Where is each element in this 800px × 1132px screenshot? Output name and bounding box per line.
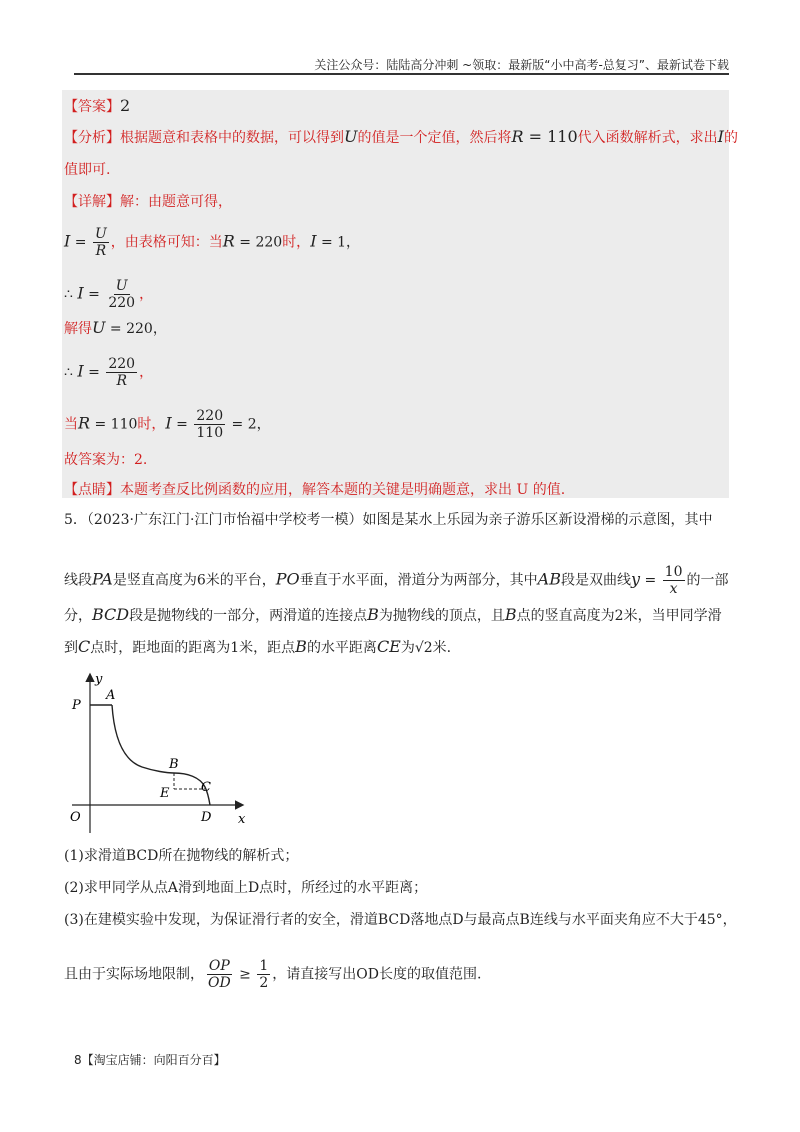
label-e: E <box>160 786 170 801</box>
fraction-op-over-od <box>206 958 233 991</box>
eq: = <box>83 286 105 303</box>
when-text: 时， <box>282 234 311 251</box>
var-c: C <box>78 637 91 656</box>
comma: ， <box>139 286 154 303</box>
question-source-line <box>64 510 712 530</box>
formula-line-4 <box>64 408 271 441</box>
comma: ， <box>139 364 154 381</box>
val-220: = 220， <box>105 321 167 337</box>
analysis-tag: 【分析】 <box>64 130 120 146</box>
fraction-220-over-110 <box>194 408 225 441</box>
var-i: I <box>165 413 172 433</box>
question-number: 5． <box>64 512 87 528</box>
label-x: x <box>238 812 246 827</box>
analysis-var-r: R <box>511 127 524 146</box>
var-y: y <box>630 569 641 589</box>
eq: = <box>640 572 661 589</box>
text: 段是抛物线的一部分，两滑道的连接点 <box>129 608 368 624</box>
detail-line <box>64 192 232 212</box>
formula-line-1 <box>64 226 360 259</box>
analysis-text-4: 的 <box>723 130 738 146</box>
var-r: R <box>222 231 235 251</box>
answer-value: 2 <box>120 96 131 115</box>
fraction-u-over-220 <box>106 278 137 311</box>
var-r: R <box>78 413 91 433</box>
var-pa: PA <box>92 569 113 589</box>
subquestion-2: (2)求甲同学从点A滑到地面上D点时，所经过的水平距离； <box>64 880 428 896</box>
analysis-text-1: 根据题意和表格中的数据，可以得到 <box>120 130 344 146</box>
var-ab: AB <box>537 569 561 589</box>
var-b: B <box>295 637 307 656</box>
solve-line <box>64 318 167 339</box>
text: 为√2米. <box>400 640 452 656</box>
comment-tag: 【点睛】 <box>64 482 120 498</box>
frac-den: 110 <box>196 425 224 441</box>
question-line-4 <box>64 637 451 658</box>
var-i: I <box>77 361 84 381</box>
frac-den: R <box>95 243 107 259</box>
analysis-text-2: 的值是一个定值，然后将 <box>357 130 512 146</box>
fraction-u-over-r <box>93 226 109 259</box>
detail-tag: 【详解】 <box>64 194 120 210</box>
text: 的水平距离 <box>306 640 377 656</box>
hyperbola-ab <box>112 705 174 773</box>
analysis-var-i: I <box>717 127 724 146</box>
frac-num: 10 <box>664 564 683 580</box>
eq: = <box>83 364 105 381</box>
frac-den: R <box>116 373 127 389</box>
frac-num: U <box>115 278 128 294</box>
frac-num: OP <box>208 958 230 974</box>
fraction-10-over-x <box>663 564 685 597</box>
answer-tag: 【答案】 <box>64 99 120 115</box>
fraction-220-over-r <box>106 356 137 389</box>
var-i: I <box>77 283 84 303</box>
subquestion-3-cont <box>64 958 481 991</box>
text: 点时，距地面的距离为1米，距点 <box>90 640 296 656</box>
frac-num: 1 <box>259 958 269 974</box>
analysis-eq: = 110 <box>523 127 578 146</box>
label-c: C <box>201 780 211 795</box>
question-source: （2023·广东江门·江门市怡福中学校考一模）如图是某水上乐园为亲子游乐区新设滑梯的示意图，其中 <box>86 512 713 528</box>
text: 为抛物线的顶点，且 <box>378 608 505 624</box>
question-line-3 <box>64 605 722 626</box>
table-text: ，由表格可知：当 <box>110 234 223 251</box>
solve-text: 解得 <box>64 321 92 337</box>
text: 垂直于水平面，滑道分为两部分，其中 <box>299 572 538 589</box>
subquestion-3: (3)在建模实验中发现，为保证滑行者的安全，滑道BCD落地点D与最高点B连线与水平面夹角应不大于45°， <box>64 912 737 928</box>
var-i-2: I <box>310 231 317 251</box>
text: 且由于实际场地限制， <box>64 966 204 983</box>
var-ce: CE <box>376 637 401 656</box>
analysis-line <box>64 127 738 148</box>
label-b: B <box>169 757 179 772</box>
text: 到 <box>64 640 78 656</box>
eq: = <box>70 234 91 251</box>
label-d: D <box>201 810 212 825</box>
val-110: = 110 <box>90 416 138 433</box>
slide-diagram <box>62 665 252 835</box>
frac-den: 220 <box>108 295 136 311</box>
text: 点的竖直高度为2米，当甲同学滑 <box>516 608 722 624</box>
result: = 2， <box>227 416 271 433</box>
text: ，请直接写出OD长度的取值范围. <box>272 966 482 983</box>
frac-num: 220 <box>108 356 136 372</box>
label-a: A <box>106 688 116 703</box>
formula-line-3 <box>64 356 153 389</box>
label-p: P <box>72 698 81 713</box>
var-b: B <box>367 605 379 624</box>
analysis-line-2: 值即可. <box>64 162 111 178</box>
text: 线段 <box>64 572 92 589</box>
therefore-symbol: ∴ <box>64 364 73 381</box>
formula-line-2 <box>64 278 153 311</box>
var-i: I <box>64 231 71 251</box>
comment-line <box>64 480 565 500</box>
val-220: = 220 <box>234 234 283 251</box>
therefore-symbol: ∴ <box>64 286 73 303</box>
var-b: B <box>504 605 517 624</box>
geq: ≥ <box>234 966 256 983</box>
label-y: y <box>95 672 103 687</box>
final-answer-line: 故答案为：2. <box>64 452 148 468</box>
answer-line <box>64 96 130 117</box>
label-o: O <box>70 810 81 825</box>
frac-num: U <box>94 226 107 242</box>
var-bcd: BCD <box>92 605 130 624</box>
frac-num: 220 <box>196 408 224 424</box>
text: 的一部 <box>686 572 729 589</box>
frac-den: x <box>669 581 678 597</box>
frac-den: OD <box>208 975 231 991</box>
text: 段是双曲线 <box>560 572 631 589</box>
analysis-var-u: U <box>344 127 358 146</box>
header-divider <box>74 73 729 75</box>
var-u: U <box>92 318 106 337</box>
val-1: = 1， <box>316 234 361 251</box>
question-line-2 <box>64 564 729 597</box>
analysis-text-3: 代入函数解析式，求出 <box>577 130 718 146</box>
when-text: 当 <box>64 416 78 433</box>
fraction-half <box>257 958 270 991</box>
detail-text: 解：由题意可得， <box>120 194 232 210</box>
text: 是竖直高度为6米的平台， <box>112 572 276 589</box>
comment-text: 本题考查反比例函数的应用，解答本题的关键是明确题意，求出 U 的值. <box>120 482 566 498</box>
page-footer: 8【淘宝店铺：向阳百分百】 <box>74 1053 226 1067</box>
eq: = <box>171 416 193 433</box>
frac-den: 2 <box>259 975 269 991</box>
text: 分， <box>64 608 92 624</box>
subquestion-1: (1)求滑道BCD所在抛物线的解析式； <box>64 848 299 864</box>
var-po: PO <box>275 569 300 589</box>
page-header: 关注公众号：陆陆高分冲刺 ~领取：最新版“小中高考-总复习”、最新试卷下载 <box>314 58 729 72</box>
shi-text: 时， <box>137 416 166 433</box>
